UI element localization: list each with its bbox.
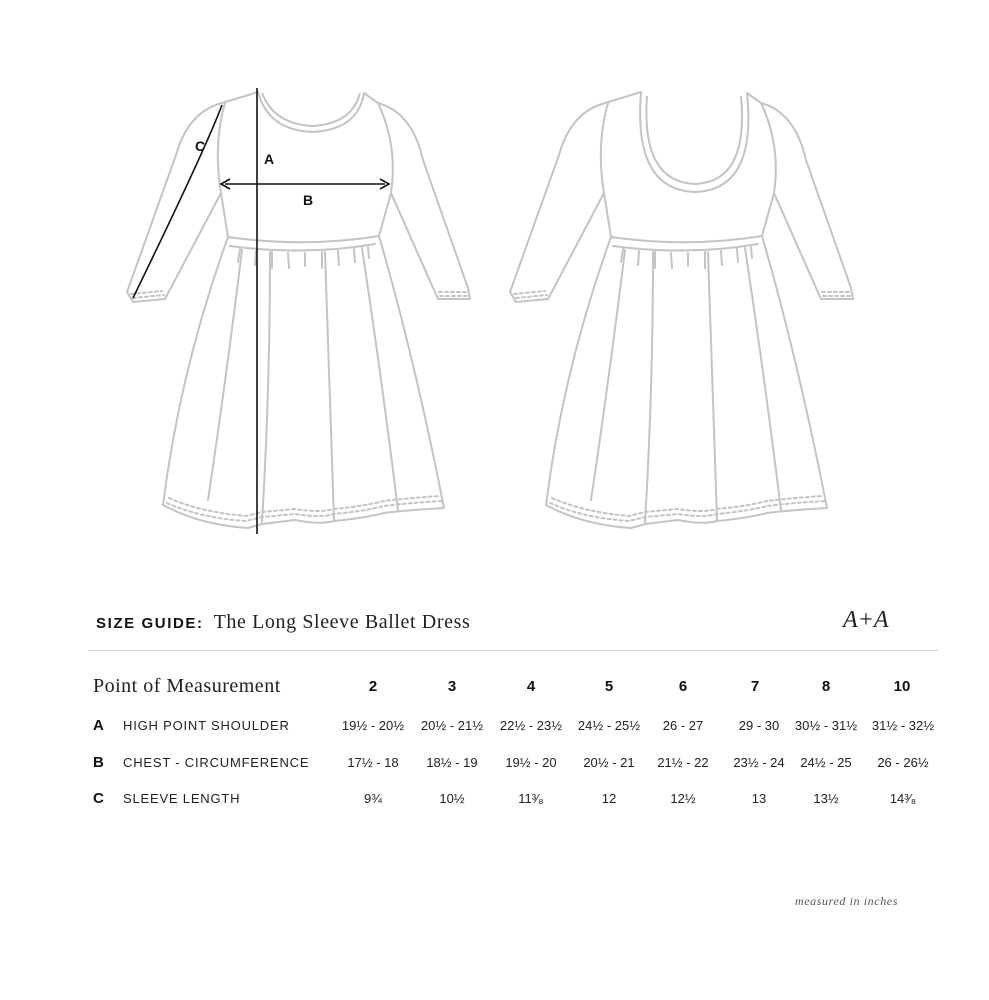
size-header: 10: [893, 678, 911, 695]
size-header: 8: [821, 678, 831, 695]
table-cell: 22½ - 23½: [499, 718, 563, 733]
table-cell: 18½ - 19: [426, 755, 478, 770]
marker-b: B: [303, 192, 314, 208]
row-label: CHEST - CIRCUMFERENCE: [123, 755, 310, 770]
table-cell: 20½ - 21: [583, 755, 635, 770]
table-header-label: Point of Measurement: [93, 675, 281, 697]
dress-back-view: [510, 92, 853, 528]
table-cell: 24½ - 25½: [577, 718, 641, 733]
size-header: 2: [368, 678, 378, 695]
row-label: HIGH POINT SHOULDER: [123, 718, 290, 733]
table-cell: 19½ - 20: [505, 755, 557, 770]
units-note: measured in inches: [794, 894, 898, 908]
table-cell: 20½ - 21½: [420, 718, 484, 733]
size-header: 4: [526, 678, 536, 695]
row-letter: A: [93, 717, 104, 734]
table-cell: 9¾: [363, 791, 383, 806]
table-cell: 23½ - 24: [733, 755, 785, 770]
table-cell: 13: [751, 791, 767, 806]
row-letter: C: [93, 790, 104, 807]
table-cell: 14³⁄₈: [889, 791, 917, 806]
product-name: The Long Sleeve Ballet Dress: [213, 611, 471, 633]
table-cell: 26 - 26½: [877, 755, 929, 770]
size-header: 3: [447, 678, 457, 695]
table-cell: 19½ - 20½: [341, 718, 405, 733]
table-cell: 26 - 27: [662, 718, 704, 733]
size-header: 5: [604, 678, 614, 695]
table-cell: 24½ - 25: [800, 755, 852, 770]
table-cell: 31½ - 32½: [871, 718, 935, 733]
marker-c: C: [195, 138, 206, 154]
row-letter: B: [93, 754, 104, 771]
table-cell: 10½: [439, 791, 465, 806]
marker-a: A: [264, 151, 275, 167]
size-guide-title: [96, 611, 470, 634]
table-cell: 17½ - 18: [347, 755, 399, 770]
size-header: 7: [750, 678, 760, 695]
measurement-guides: [133, 88, 389, 534]
table-cell: 30½ - 31½: [794, 718, 858, 733]
table-cell: 12: [601, 791, 617, 806]
table-cell: 11³⁄₈: [518, 791, 544, 806]
table-cell: 21½ - 22: [657, 755, 709, 770]
row-label: SLEEVE LENGTH: [123, 791, 241, 806]
divider: [88, 650, 938, 651]
table-cell: 29 - 30: [738, 718, 780, 733]
size-header: 6: [678, 678, 688, 695]
brand-logo: A+A: [843, 607, 889, 633]
guide-line-c: [133, 105, 222, 298]
size-guide-label: SIZE GUIDE:: [96, 615, 204, 632]
table-cell: 13½: [813, 791, 839, 806]
dress-front-view: [127, 92, 470, 528]
table-cell: 12½: [670, 791, 696, 806]
